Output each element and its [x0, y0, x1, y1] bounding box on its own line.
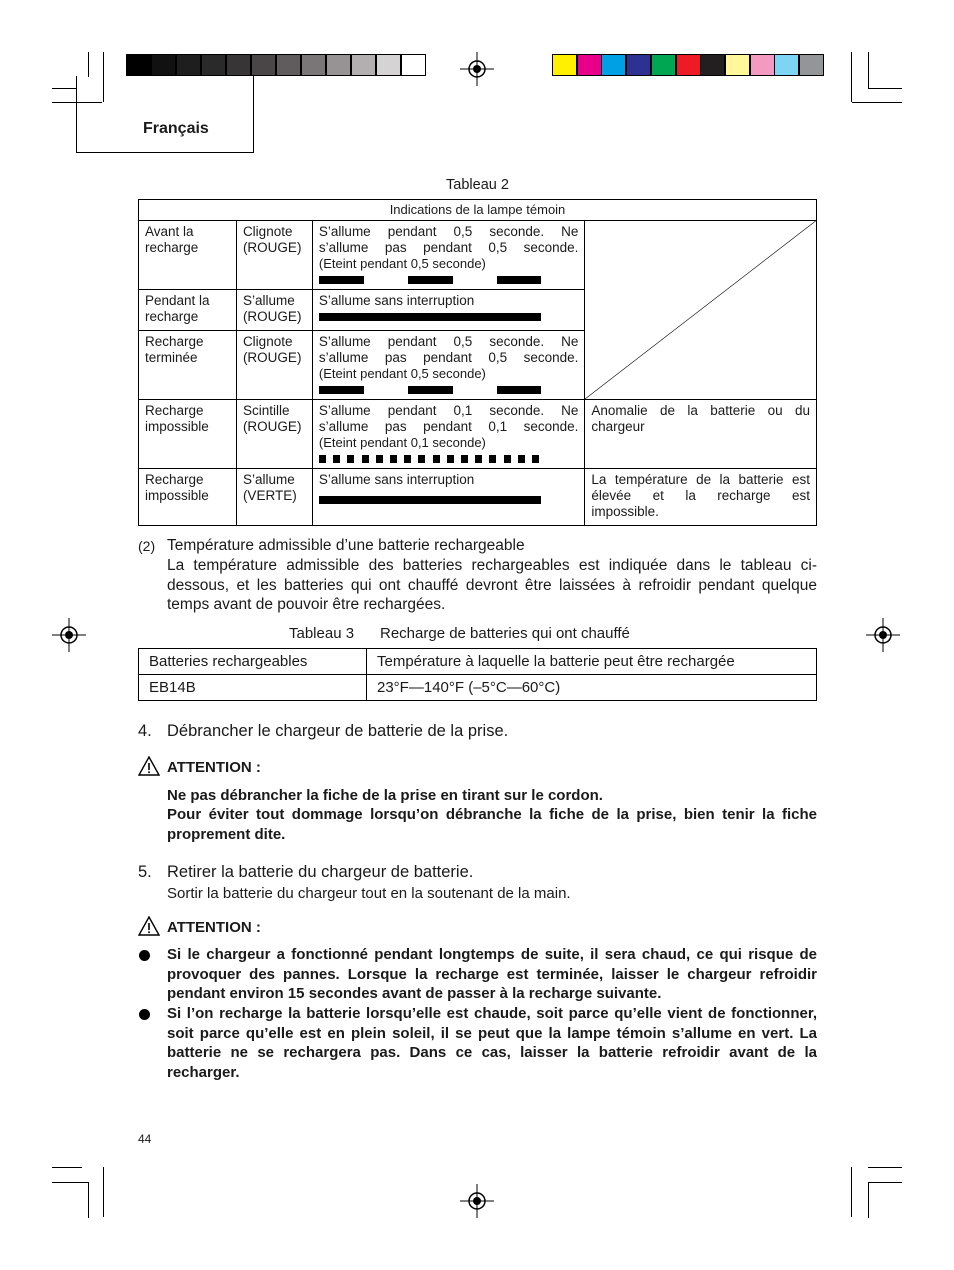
state-cell: Recharge impossible [139, 469, 237, 526]
signal-cell: Clignote (ROUGE) [236, 221, 312, 290]
blink-pattern-fast [319, 453, 578, 465]
blink-pattern-slow [319, 274, 578, 286]
gray-swatch [351, 54, 376, 76]
description-line: S’allume sans interruption [318, 293, 475, 308]
state-cell: Avant la recharge [139, 221, 237, 290]
bullet-icon [139, 1009, 150, 1020]
state-cell: Recharge impossible [139, 400, 237, 469]
description-note: (Eteint pendant 0,1 seconde) [318, 435, 486, 450]
gray-swatch [326, 54, 351, 76]
diagonal-line [585, 221, 816, 399]
description-line: S’allume sans interruption [318, 472, 475, 487]
description-line: s’allume pas pendant 0,1 seconde. [318, 419, 579, 434]
blink-dash [532, 455, 539, 463]
blink-dash [376, 455, 383, 463]
blink-dash [461, 455, 468, 463]
signal-cell: Clignote (ROUGE) [236, 331, 312, 400]
blink-dash [319, 455, 326, 463]
description-cell [312, 221, 584, 290]
color-swatch [700, 54, 725, 76]
table2-header: Indications de la lampe témoin [139, 200, 817, 221]
table3-header-battery: Batteries rechargeables [139, 649, 367, 675]
color-swatch [799, 54, 824, 76]
table3-caption-title: Recharge de batteries qui ont chauffé [380, 625, 630, 642]
color-swatch [725, 54, 750, 76]
table2-caption: Tableau 2 [446, 177, 509, 193]
description-line: S’allume pendant 0,1 seconde. Ne [318, 403, 579, 418]
step4-number: 4. [138, 722, 152, 740]
step4-warning-2: Pour éviter tout dommage lorsqu’on débranche la fiche de la prise, bien tenir la fiche proprement dite. [167, 806, 817, 843]
diagonal-empty-cell [585, 221, 817, 400]
gray-swatch [276, 54, 301, 76]
page-number: 44 [138, 1132, 152, 1146]
color-swatch [774, 54, 799, 76]
description-cell [312, 331, 584, 400]
state-cell: Recharge terminée [139, 331, 237, 400]
color-swatch [750, 54, 775, 76]
step4-text: Débrancher le chargeur de batterie de la prise. [167, 722, 509, 740]
blink-dash [347, 455, 354, 463]
color-swatch [577, 54, 602, 76]
color-swatch [601, 54, 626, 76]
signal-cell: S’allume (VERTE) [236, 469, 312, 526]
description-cell [312, 400, 584, 469]
description-note: (Eteint pendant 0,5 seconde) [318, 256, 486, 271]
signal-cell: S’allume (ROUGE) [236, 290, 312, 331]
blink-dash [518, 455, 525, 463]
bullet-icon [139, 950, 150, 961]
blink-dash [504, 455, 511, 463]
step5-attention: ATTENTION : [167, 919, 261, 936]
steady-pattern [319, 311, 578, 323]
step4-warning-1: Ne pas débrancher la fiche de la prise en tirant sur le cordon. [167, 787, 603, 804]
step5-text: Retirer la batterie du chargeur de batterie. [167, 863, 474, 881]
description-line: S’allume pendant 0,5 seconde. Ne [318, 224, 579, 239]
blink-dash [489, 455, 496, 463]
blink-dash [418, 455, 425, 463]
description-cell [312, 469, 584, 526]
gray-swatch [401, 54, 426, 76]
registration-mark-icon [866, 618, 900, 652]
gray-swatch [376, 54, 401, 76]
section-number: (2) [138, 538, 156, 554]
description-line: S’allume pendant 0,5 seconde. Ne [318, 334, 579, 349]
blink-pattern-slow [319, 384, 578, 396]
color-swatch [552, 54, 577, 76]
gray-swatch [126, 54, 151, 76]
table3-header-temperature: Température à laquelle la batterie peut être rechargée [367, 649, 817, 675]
gray-swatch [251, 54, 276, 76]
gray-swatch [151, 54, 176, 76]
color-swatch [651, 54, 676, 76]
blink-dash [362, 455, 369, 463]
registration-mark-icon [460, 52, 494, 86]
heated-battery-table [138, 648, 817, 701]
steady-pattern [319, 494, 578, 506]
color-swatch [626, 54, 651, 76]
blink-dash [390, 455, 397, 463]
signal-cell: Scintille (ROUGE) [236, 400, 312, 469]
step4-attention: ATTENTION : [167, 759, 261, 776]
registration-mark-icon [460, 1184, 494, 1218]
blink-dash [447, 455, 454, 463]
table3-temperature: 23°F—140°F (–5°C—60°C) [367, 675, 817, 701]
meaning-cell: La température de la batterie est élevée et la recharge est impossible. [585, 469, 817, 526]
table3-caption-label: Tableau 3 [289, 625, 355, 642]
gray-swatch [226, 54, 251, 76]
language-tab [76, 76, 254, 153]
warning-triangle-icon [138, 916, 160, 936]
step5-sub: Sortir la batterie du chargeur tout en la soutenant de la main. [167, 885, 571, 902]
blink-dash [404, 455, 411, 463]
gray-swatch [301, 54, 326, 76]
step5-bullet-2: Si l’on recharge la batterie lorsqu’elle est chaude, soit parce qu’elle vient de fonctionner, soit parce qu’elle est en plein soleil, il se peut que la lampe témoin s’allume en vert. La batterie ne se rechargera pas. Dans ce cas, laisser la batterie refroidir avant de la recharger. [167, 1005, 817, 1081]
meaning-cell: Anomalie de la batterie ou du chargeur [585, 400, 817, 469]
description-note: (Eteint pendant 0,5 seconde) [318, 366, 486, 381]
language-label: Français [143, 120, 209, 137]
table3-model: EB14B [139, 675, 367, 701]
blink-dash [333, 455, 340, 463]
gray-swatch [176, 54, 201, 76]
description-line: s’allume pas pendant 0,5 seconde. [318, 350, 579, 365]
section-title: Température admissible d’une batterie rechargeable [167, 537, 525, 554]
warning-triangle-icon [138, 756, 160, 776]
blink-dash [433, 455, 440, 463]
blink-dash [475, 455, 482, 463]
section-body: La température admissible des batteries rechargeables est indiquée dans le tableau ci-dessous, et les batteries qui ont chauffé devront être laissées à refroidir pendant quelque temps avant de pouvoir être rechargées. [167, 557, 817, 613]
step5-number: 5. [138, 863, 152, 881]
step5-bullet-1: Si le chargeur a fonctionné pendant longtemps de suite, il sera chaud, ce qui risque de provoquer des pannes. Lorsque la recharge est terminée, laisser le chargeur refroidir pendant environ 15 secondes avant de passer à la recharge suivante. [167, 946, 817, 1002]
description-line: s’allume pas pendant 0,5 seconde. [318, 240, 579, 255]
state-cell: Pendant la recharge [139, 290, 237, 331]
description-cell [312, 290, 584, 331]
indicator-lamp-table [138, 199, 817, 526]
registration-mark-icon [52, 618, 86, 652]
gray-swatch [201, 54, 226, 76]
color-swatch [676, 54, 701, 76]
